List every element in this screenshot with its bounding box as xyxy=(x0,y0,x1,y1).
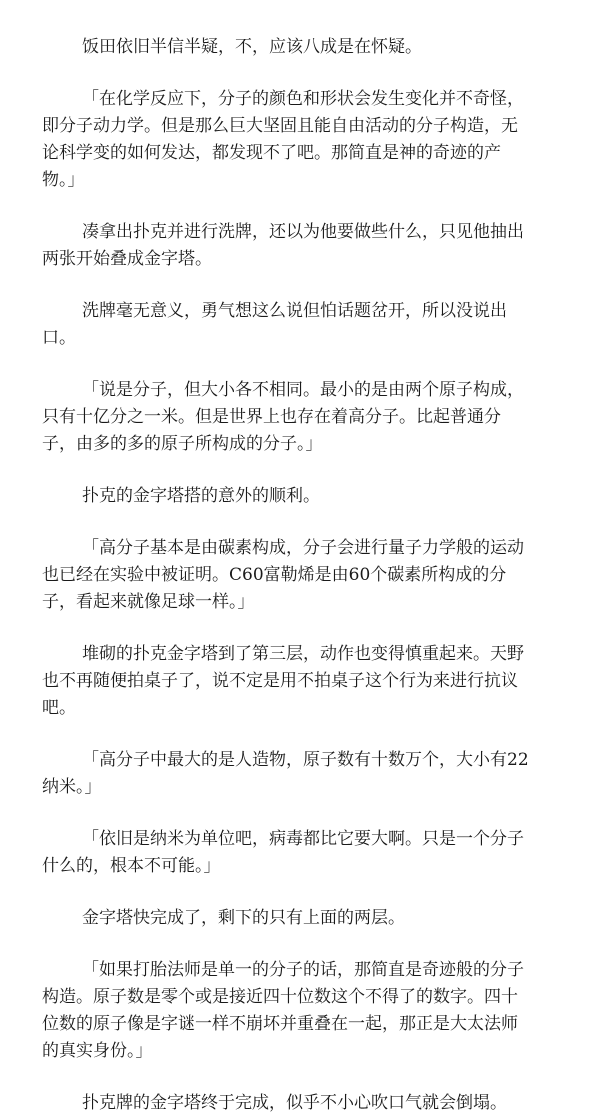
paragraph: 「依旧是纳米为单位吧，病毒都比它要大啊。只是一个分子什么的，根本不可能。」 xyxy=(42,829,524,876)
paragraph: 扑克牌的金字塔终于完成，似乎不小心吹口气就会倒塌。 xyxy=(82,1093,507,1113)
paragraph: 「高分子中最大的是人造物，原子数有十数万个，大小有22纳米。」 xyxy=(42,750,529,797)
paragraph: 「说是分子，但大小各不相同。最小的是由两个原子构成，只有十亿分之一米。但是世界上也存在着高分子。比起普通分子，由多的多的原子所构成的分子。」 xyxy=(42,380,524,454)
paragraph: 扑克的金字塔搭的意外的顺利。 xyxy=(82,486,320,506)
paragraph: 「高分子基本是由碳素构成，分子会进行量子力学般的运动也已经在实验中被证明。C60富勒烯是由60个碳素所构成的分子，看起来就像足球一样。」 xyxy=(42,538,524,612)
paragraph: 凑拿出扑克并进行洗牌，还以为他要做些什么，只见他抽出两张开始叠成金字塔。 xyxy=(42,222,524,269)
paragraph: 饭田依旧半信半疑，不，应该八成是在怀疑。 xyxy=(82,37,422,57)
paragraph: 「如果打胎法师是单一的分子的话，那简直是奇迹般的分子构造。原子数是零个或是接近四十位数这个不得了的数字。四十位数的原子像是字谜一样不崩坏并重叠在一起，那正是大太法师的真实身份。」 xyxy=(42,960,524,1061)
paragraph: 堆砌的扑克金字塔到了第三层，动作也变得慎重起来。天野也不再随便拍桌子了，说不定是用不拍桌子这个行为来进行抗议吧。 xyxy=(42,644,524,718)
paragraph: 「在化学反应下，分子的颜色和形状会发生变化并不奇怪，即分子动力学。但是那么巨大坚固且能自由活动的分子构造，无论科学变的如何发达，都发现不了吧。那简直是神的奇迹的产物。」 xyxy=(42,89,524,190)
paragraph: 洗牌毫无意义，勇气想这么说但怕话题岔开，所以没说出口。 xyxy=(42,301,507,348)
paragraph: 金字塔快完成了，剩下的只有上面的两层。 xyxy=(82,908,405,928)
